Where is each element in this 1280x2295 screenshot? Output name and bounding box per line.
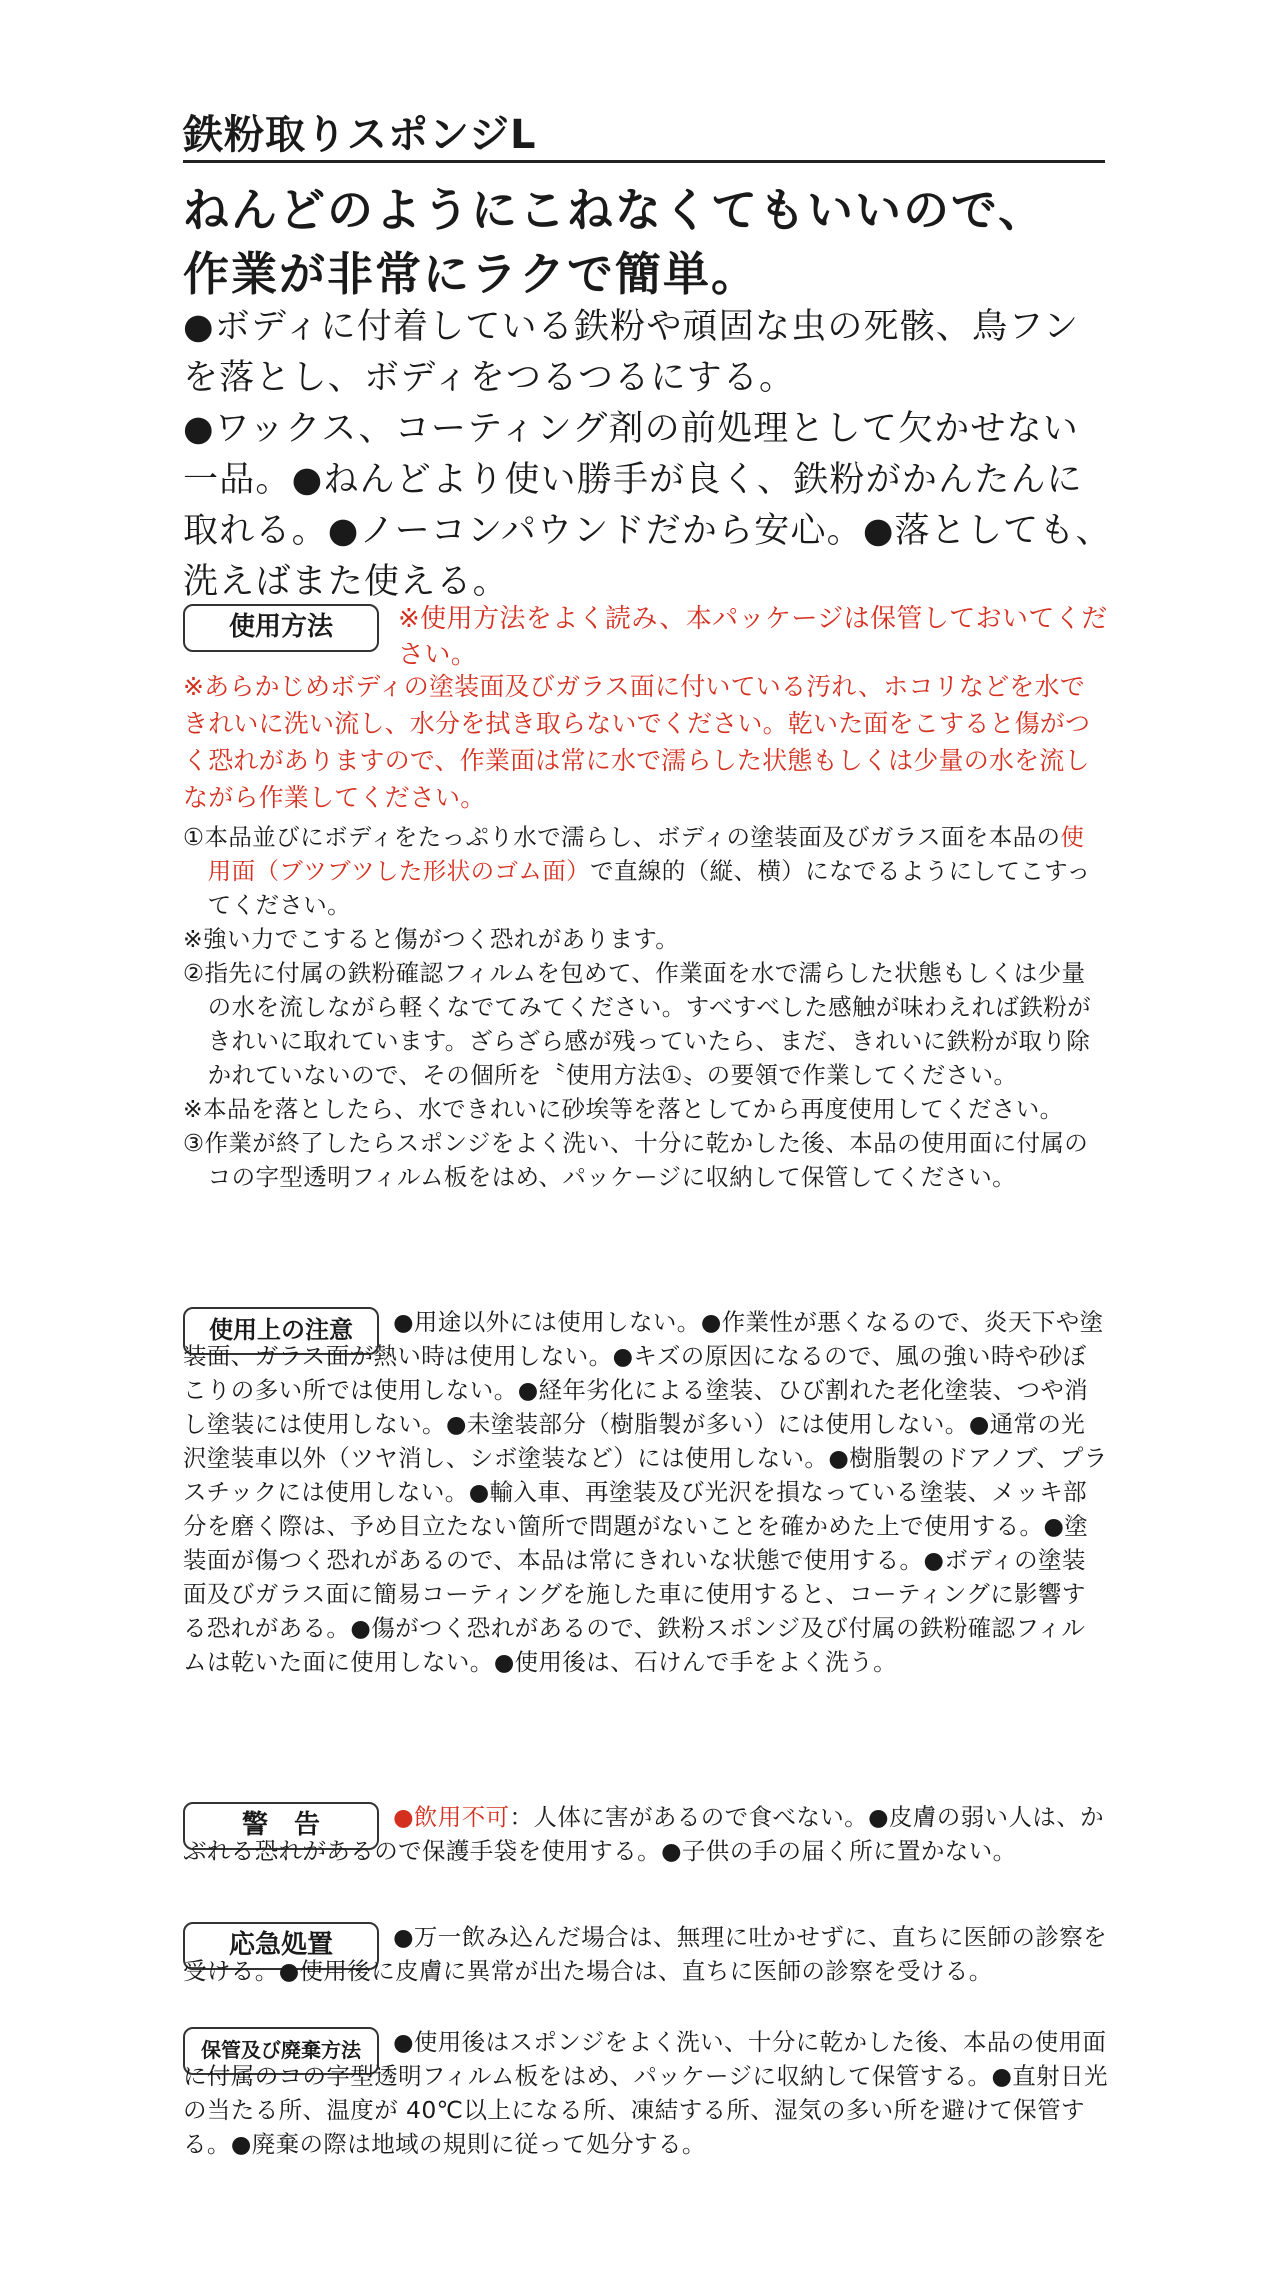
intro-paragraph-1: ●ボディに付着している鉄粉や頑固な虫の死骸、鳥フンを落とし、ボディをつるつるにする。 [183,307,1080,398]
caution-body: ●用途以外には使用しない。●作業性が悪くなるので、炎天下や塗装面、ガラス面が熱い時は使用しない。●キズの原因になるので、風の強い時や砂ぼこりの多い所では使用しない。●経年劣化による塗装、ひび割れた老化塗装、つや消し塗装には使用しない。●未塗装部分（樹脂製が多い）には使用しない。●通常の光沢塗装車以外（ツヤ消し、シボ塗装など）には使用しない。●樹脂製のドアノブ、プラスチックには使用しない。●輸入車、再塗装及び光沢を損なっている塗装、メッキ部分を磨く際は、予め目立たない箇所で問題がないことを確かめた上で使用する。●塗装面が傷つく恐れがあるので、本品は常にきれいな状態で使用する。●ボディの塗装面及びガラス面に簡易コーティングを施した車に使用すると、コーティングに影響する恐れがある。●傷がつく恐れがあるので、鉄粉スポンジ及び付属の鉄粉確認フィルムは乾いた面に使用しない。●使用後は、石けんで手をよく洗う。 [183,1308,1108,1676]
storage-text [183,2025,1108,2161]
usage-step-1-highlight: 使用面（ブツブツした形状のゴム面） [207,823,1085,885]
usage-step-3: ③作業が終了したらスポンジをよく洗い、十分に乾かした後、本品の使用面に付属のコの字型透明フィルム板をはめ、パッケージに収納して保管してください。 [183,1129,1089,1191]
usage-note-2: ※本品を落としたら、水できれいに砂埃等を落としてから再度使用してください。 [183,1095,1064,1123]
usage-note-text: ※使用方法をよく読み、本パッケージは保管しておいてください。 [398,604,1108,670]
usage-step-1-a: ①本品並びにボディをたっぷり水で濡らし、ボディの塗装面及びガラス面を本品の [183,823,1061,851]
first-aid-label: 応急処置 [183,1922,379,1970]
warning-paragraph [183,1800,1108,1868]
usage-step-1 [183,820,1108,922]
warning-label: 警 告 [183,1802,379,1850]
intro-text [183,302,1113,608]
usage-warning [183,668,1108,816]
first-aid-text [183,1920,1108,1988]
warning-body: ：人体に害があるので食べない。●皮膚の弱い人は、かぶれる恐れがあるので保護手袋を使用する。●子供の手の届く所に置かない。 [183,1803,1105,1865]
storage-body: ●使用後はスポンジをよく洗い、十分に乾かした後、本品の使用面に付属のコの字型透明フィルム板をはめ、パッケージに収納して保管する。●直射日光の当たる所、温度が 40℃以上になる所、凍結する所、湿気の多い所を避けて保管する。●廃棄の際は地域の規則に従って処分する。 [183,2028,1108,2158]
caution-paragraph [183,1305,1108,1679]
first-aid-body: ●万一飲み込んだ場合は、無理に吐かせずに、直ちに医師の診察を受ける。●使用後に皮膚に異常が出た場合は、直ちに医師の診察を受ける。 [183,1923,1108,1985]
headline-line-2: 作業が非常にラクで簡単。 [183,247,759,301]
usage-label: 使用方法 [183,604,379,652]
usage-step-1-b: で直線的（縦、横）になでるようにしてこすってください。 [207,857,1091,919]
storage-paragraph [183,2025,1108,2161]
usage-note-1: ※強い力でこすると傷がつく恐れがあります。 [183,925,680,953]
caution-label: 使用上の注意 [183,1307,379,1355]
first-aid-paragraph [183,1920,1108,1988]
storage-label: 保管及び廃棄方法 [183,2027,379,2075]
usage-note [398,601,1108,673]
title-divider [183,160,1105,163]
usage-steps [183,820,1108,1194]
headline-line-1: ねんどのようにこねなくてもいいので、 [183,183,1047,237]
usage-step-2: ②指先に付属の鉄粉確認フィルムを包めて、作業面を水で濡らした状態もしくは少量の水を流しながら軽くなでてみてください。すべすべした感触が味わえれば鉄粉がきれいに取れています。ざらざら感が残っていたら、まだ、きれいに鉄粉が取り除かれていないので、その個所を〝使用方法①〟の要領で作業してください。 [183,959,1092,1089]
warning-highlight: ●飲用不可 [393,1803,510,1831]
headline [183,178,1113,306]
warning-text [183,1800,1108,1868]
usage-warning-text: ※あらかじめボディの塗装面及びガラス面に付いている汚れ、ホコリなどを水できれいに洗い流し、水分を拭き取らないでください。乾いた面をこすると傷がつく恐れがありますので、作業面は常に水で濡らした状態もしくは少量の水を流しながら作業してください。 [183,672,1091,812]
caution-text [183,1305,1108,1679]
intro-paragraph-2: ●ワックス、コーティング剤の前処理として欠かせない一品。●ねんどより使い勝手が良く、鉄粉がかんたんに取れる。●ノーコンパウンドだから安心。●落としても、洗えばまた使える。 [183,409,1112,602]
product-title: 鉄粉取りスポンジL [183,112,537,158]
